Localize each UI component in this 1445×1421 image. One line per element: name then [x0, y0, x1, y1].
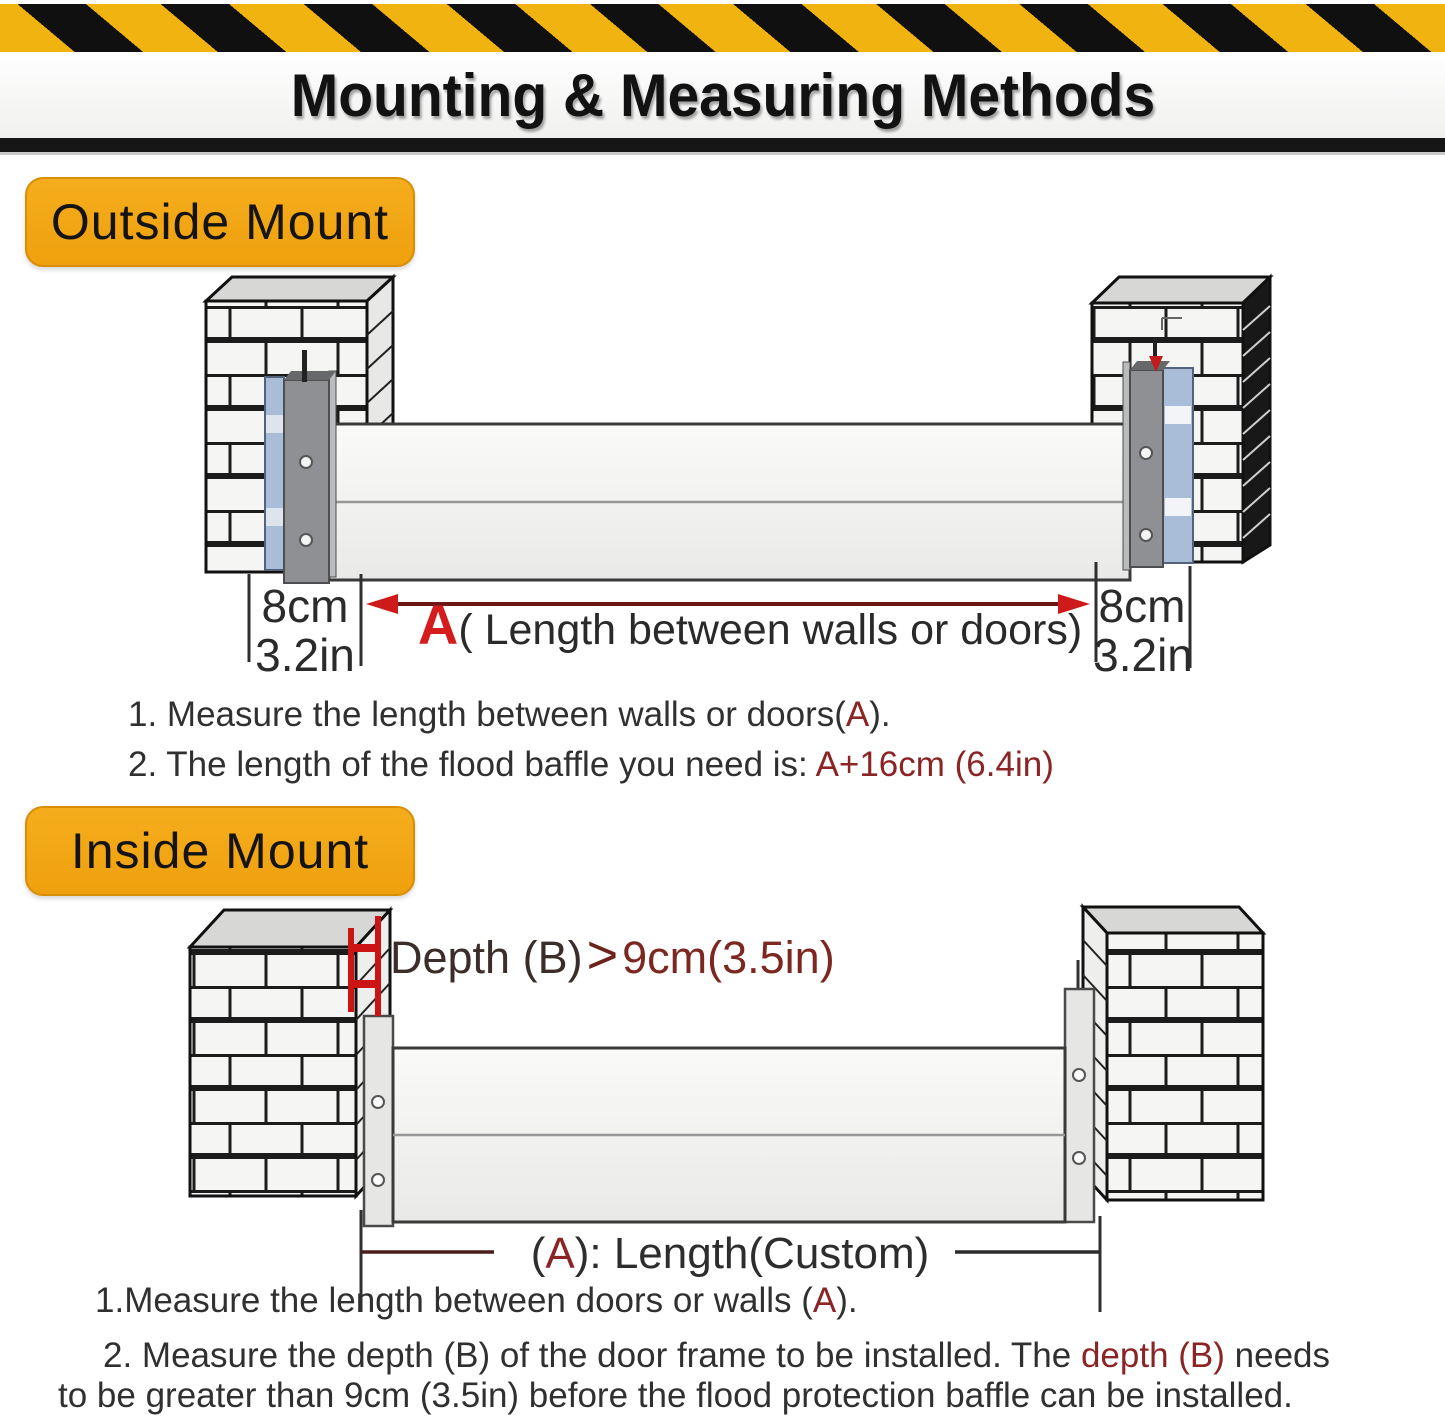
outside-instruction-1-text: 1. Measure the length between walls or doors( [128, 695, 846, 734]
depth-note-label: Depth (B) [390, 932, 583, 983]
outside-instruction-1-highlight: A [845, 695, 870, 734]
title-band [0, 52, 1445, 138]
banner-divider-bar [0, 138, 1445, 155]
inside-dim-letter: A [545, 1229, 575, 1278]
inside-instruction-2-line2: to be greater than 9cm (3.5in) before the flood protection baffle can be installed. [58, 1376, 1293, 1415]
outside-instruction-2-text: 2. The length of the flood baffle you need is: [128, 745, 816, 784]
right-wall-pillar [1083, 907, 1263, 1200]
outside-instruction-1 [128, 695, 891, 735]
depth-note-value: 9cm(3.5in) [622, 932, 835, 983]
inside-mount-label [25, 806, 415, 896]
outside-instruction-2 [128, 745, 1054, 785]
outside-instruction-1-end: ). [869, 695, 891, 734]
inside-instruction-2-text: 2. Measure the depth (B) of the door frame to be installed. The [103, 1336, 1081, 1375]
left-mounting-channel [265, 350, 336, 583]
inside-instruction-2-line1 [103, 1336, 1330, 1376]
inside-instruction-2-highlight: depth (B) [1080, 1336, 1225, 1375]
left-wall-pillar [190, 910, 390, 1196]
outside-mount-label-text: Outside Mount [50, 194, 390, 250]
inside-instruction-1-text: 1.Measure the length between doors or walls ( [95, 1281, 813, 1320]
dim-right-in-label: 3.2in [1093, 629, 1193, 681]
dim-left-in-label: 3.2in [255, 629, 355, 681]
outside-instruction-2-highlight: A+16cm (6.4in) [815, 745, 1054, 784]
dim-right-cm-label: 8cm [1098, 580, 1186, 632]
inside-instruction-1-end: ). [836, 1281, 858, 1320]
dim-left-cm-label: 8cm [261, 580, 349, 632]
left-mounting-rail [364, 1016, 393, 1226]
inside-dim-rest: ): Length(Custom) [574, 1229, 930, 1278]
inside-instruction-1-highlight: A [812, 1281, 837, 1320]
inside-dim-open: ( [530, 1229, 546, 1278]
span-letter: A [417, 593, 459, 656]
outside-mount-label [25, 177, 415, 267]
inside-dimension-label [500, 1229, 960, 1279]
page-title: Mounting & Measuring Methods [290, 61, 1155, 129]
flood-baffle [393, 1048, 1065, 1222]
span-text: ( Length between walls or doors) [458, 606, 1083, 654]
right-mounting-rail [1065, 960, 1094, 1222]
span-dimension-label [417, 592, 1083, 657]
caution-stripe-banner [0, 4, 1445, 52]
depth-note [390, 924, 835, 986]
flood-baffle [329, 424, 1130, 580]
inside-instruction-1 [95, 1281, 858, 1321]
inside-mount-label-text: Inside Mount [70, 823, 370, 879]
greater-than-symbol: > [586, 925, 619, 985]
inside-instruction-2-end: needs [1224, 1336, 1331, 1375]
